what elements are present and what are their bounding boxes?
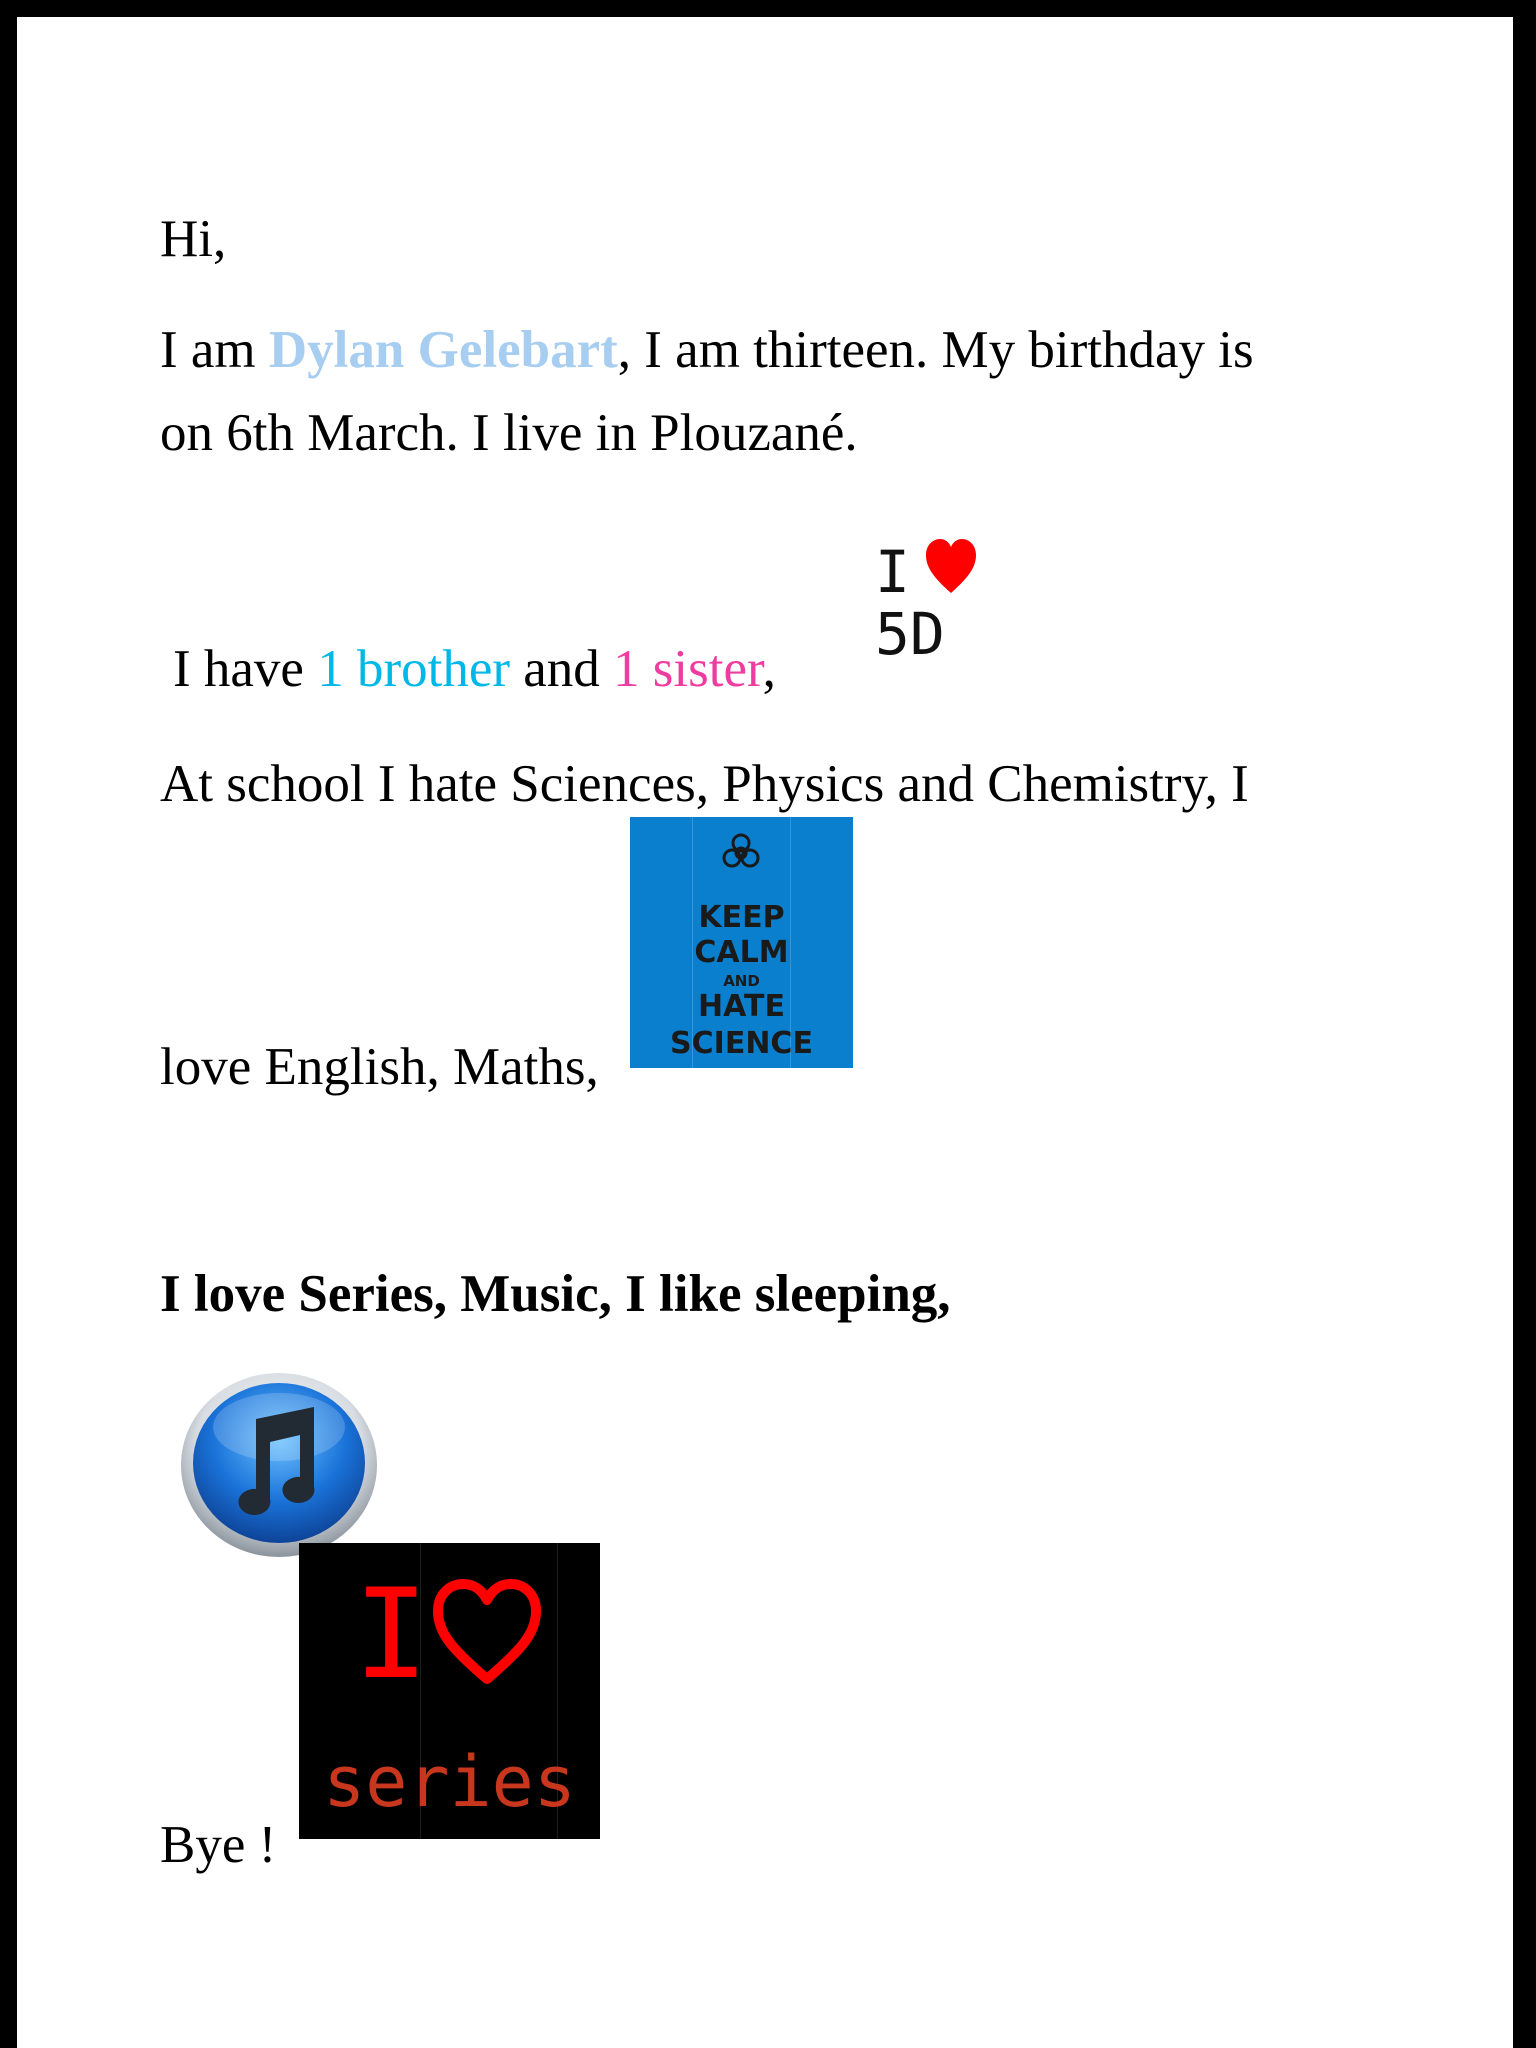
siblings-middle: and xyxy=(510,640,614,698)
i-love-series-image xyxy=(299,1543,600,1839)
i-love-5d-letter: I xyxy=(875,538,910,606)
i-love-5d-image xyxy=(857,527,977,668)
author-name: Dylan Gelebart xyxy=(268,321,618,379)
heart-outline-icon xyxy=(432,1577,542,1687)
intro-line-2: on 6th March. I live in Plouzané. xyxy=(160,404,858,462)
poster-line-and: AND xyxy=(723,972,760,990)
poster-line-keep: KEEP xyxy=(698,900,785,935)
keep-calm-poster-image xyxy=(630,817,853,1068)
biohazard-icon xyxy=(721,831,761,871)
hobbies-text: I love Series, Music, I like sleeping, xyxy=(160,1265,951,1323)
siblings-suffix: , xyxy=(762,640,776,698)
intro-prefix: I am xyxy=(160,321,269,379)
heart-icon xyxy=(925,537,977,595)
poster-line-science: SCIENCE xyxy=(670,1026,813,1061)
poster-line-hate: HATE xyxy=(698,989,785,1024)
music-note-icon xyxy=(174,1357,384,1567)
siblings-line xyxy=(173,639,776,699)
intro-line-1 xyxy=(160,320,1254,380)
school-line-2: love English, Maths, xyxy=(160,1038,599,1096)
intro-suffix: , I am thirteen. My birthday is xyxy=(617,321,1254,379)
bye-text: Bye ! xyxy=(160,1816,277,1874)
greeting-text: Hi, xyxy=(160,210,227,268)
poster-line-calm: CALM xyxy=(694,935,789,970)
i-love-series-text: series xyxy=(323,1741,576,1823)
siblings-prefix: I have xyxy=(173,640,318,698)
school-line-1: At school I hate Sciences, Physics and Chemistry, I xyxy=(160,755,1249,813)
sister-text: 1 sister xyxy=(613,640,763,698)
brother-text: 1 brother xyxy=(317,640,511,698)
i-love-5d-text: 5D xyxy=(875,600,945,668)
i-love-series-letter: I xyxy=(354,1563,429,1707)
document-page xyxy=(17,17,1513,2048)
